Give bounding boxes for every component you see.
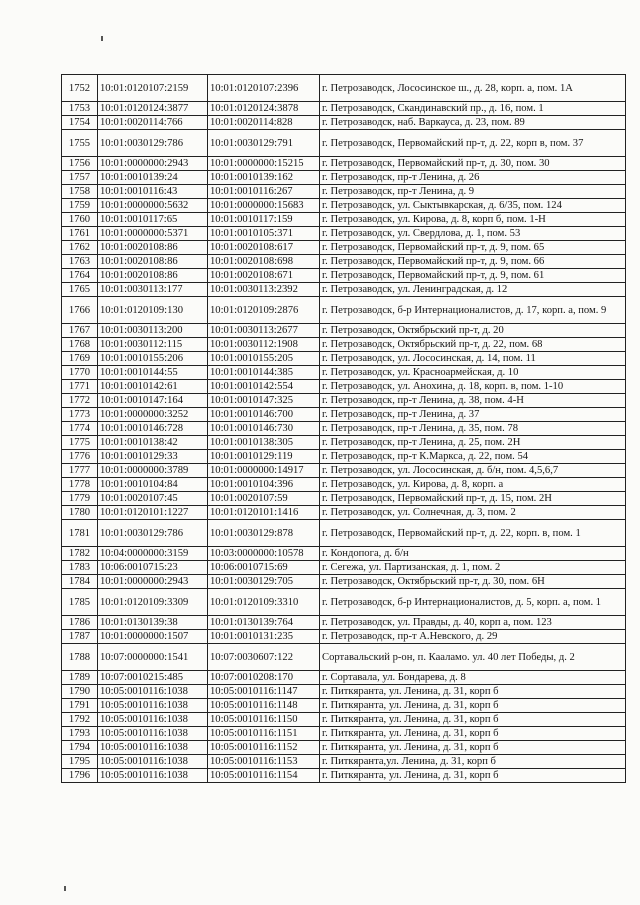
table-row [62, 408, 626, 422]
cadastral-number-cell: 10:04:0000000:3159 [98, 547, 208, 561]
row-number-cell: 1792 [62, 713, 98, 727]
cadastral-number-cell: 10:01:0000000:3252 [98, 408, 208, 422]
object-cadastral-number-cell: 10:01:0010117:159 [208, 213, 320, 227]
object-cadastral-number-cell: 10:01:0120109:2876 [208, 297, 320, 324]
row-number-cell: 1791 [62, 699, 98, 713]
cadastral-number-cell: 10:01:0010139:24 [98, 171, 208, 185]
row-number-cell: 1784 [62, 575, 98, 589]
cadastral-number-cell: 10:01:0030112:115 [98, 338, 208, 352]
row-number-cell: 1754 [62, 116, 98, 130]
cadastral-number-cell: 10:05:0010116:1038 [98, 755, 208, 769]
cadastral-number-cell: 10:06:0010715:23 [98, 561, 208, 575]
address-cell: г. Петрозаводск, Первомайский пр-т, д. 9, пом. 66 [320, 255, 626, 269]
address-cell: г. Петрозаводск, ул. Кирова, д. 8, корп б, пом. 1-Н [320, 213, 626, 227]
address-cell: г. Петрозаводск, ул. Солнечная, д. 3, пом. 2 [320, 506, 626, 520]
row-number-cell: 1793 [62, 727, 98, 741]
object-cadastral-number-cell: 10:01:0010146:700 [208, 408, 320, 422]
row-number-cell: 1757 [62, 171, 98, 185]
cadastral-number-cell: 10:01:0120107:2159 [98, 75, 208, 102]
object-cadastral-number-cell: 10:01:0020108:698 [208, 255, 320, 269]
table-row [62, 520, 626, 547]
object-cadastral-number-cell: 10:01:0010116:267 [208, 185, 320, 199]
table-row [62, 685, 626, 699]
scan-mark-top [101, 36, 103, 41]
table-row [62, 366, 626, 380]
row-number-cell: 1774 [62, 422, 98, 436]
table-row [62, 157, 626, 171]
object-cadastral-number-cell: 10:01:0010105:371 [208, 227, 320, 241]
cadastral-number-cell: 10:01:0020114:766 [98, 116, 208, 130]
table-row [62, 324, 626, 338]
cadastral-number-cell: 10:01:0120109:3309 [98, 589, 208, 616]
cadastral-number-cell: 10:07:0010215:485 [98, 671, 208, 685]
address-cell: г. Петрозаводск, Первомайский пр-т, д. 9, пом. 65 [320, 241, 626, 255]
row-number-cell: 1755 [62, 130, 98, 157]
cadastral-number-cell: 10:05:0010116:1038 [98, 699, 208, 713]
address-cell: г. Кондопога, д. б/н [320, 547, 626, 561]
object-cadastral-number-cell: 10:05:0010116:1152 [208, 741, 320, 755]
table-row [62, 755, 626, 769]
table-row [62, 297, 626, 324]
cadastral-number-cell: 10:01:0030129:786 [98, 130, 208, 157]
row-number-cell: 1765 [62, 283, 98, 297]
object-cadastral-number-cell: 10:01:0120101:1416 [208, 506, 320, 520]
object-cadastral-number-cell: 10:01:0010104:396 [208, 478, 320, 492]
object-cadastral-number-cell: 10:01:0130139:764 [208, 616, 320, 630]
table-row [62, 769, 626, 783]
cadastral-number-cell: 10:01:0120101:1227 [98, 506, 208, 520]
address-cell: г. Петрозаводск, Лососинское ш., д. 28, корп. а, пом. 1А [320, 75, 626, 102]
row-number-cell: 1761 [62, 227, 98, 241]
table-row [62, 241, 626, 255]
row-number-cell: 1785 [62, 589, 98, 616]
table-row [62, 561, 626, 575]
object-cadastral-number-cell: 10:01:0000000:15683 [208, 199, 320, 213]
row-number-cell: 1778 [62, 478, 98, 492]
cadastral-number-cell: 10:07:0000000:1541 [98, 644, 208, 671]
row-number-cell: 1782 [62, 547, 98, 561]
row-number-cell: 1795 [62, 755, 98, 769]
address-cell: г. Петрозаводск, Первомайский пр-т, д. 22, корп. в, пом. 1 [320, 520, 626, 547]
cadastral-number-cell: 10:05:0010116:1038 [98, 741, 208, 755]
table-row [62, 394, 626, 408]
cadastral-number-cell: 10:01:0010104:84 [98, 478, 208, 492]
table-row [62, 644, 626, 671]
address-cell: г. Петрозаводск, пр-т Ленина, д. 25, пом. 2Н [320, 436, 626, 450]
cadastral-number-cell: 10:01:0020108:86 [98, 241, 208, 255]
table-row [62, 269, 626, 283]
address-cell: г. Петрозаводск, ул. Кирова, д. 8, корп. а [320, 478, 626, 492]
row-number-cell: 1780 [62, 506, 98, 520]
object-cadastral-number-cell: 10:01:0000000:14917 [208, 464, 320, 478]
address-cell: г. Петрозаводск, Первомайский пр-т, д. 9, пом. 61 [320, 269, 626, 283]
row-number-cell: 1783 [62, 561, 98, 575]
address-cell: г. Питкяранта, ул. Ленина, д. 31, корп б [320, 769, 626, 783]
address-cell: г. Петрозаводск, ул. Лососинская, д. б/н, пом. 4,5,6,7 [320, 464, 626, 478]
cadastral-number-cell: 10:01:0010142:61 [98, 380, 208, 394]
address-cell: г. Сортавала, ул. Бондарева, д. 8 [320, 671, 626, 685]
row-number-cell: 1787 [62, 630, 98, 644]
table-row [62, 478, 626, 492]
cadastral-number-cell: 10:01:0020108:86 [98, 269, 208, 283]
table-row [62, 616, 626, 630]
object-cadastral-number-cell: 10:01:0010129:119 [208, 450, 320, 464]
address-cell: г. Петрозаводск, пр-т А.Невского, д. 29 [320, 630, 626, 644]
table-row [62, 671, 626, 685]
object-cadastral-number-cell: 10:01:0020108:671 [208, 269, 320, 283]
address-cell: г. Петрозаводск, Октябрьский пр-т, д. 30, пом. 6Н [320, 575, 626, 589]
address-cell: г. Петрозаводск, б-р Интернационалистов, д. 17, корп. а, пом. 9 [320, 297, 626, 324]
address-cell: г. Петрозаводск, пр-т Ленина, д. 35, пом. 78 [320, 422, 626, 436]
object-cadastral-number-cell: 10:05:0010116:1151 [208, 727, 320, 741]
table-row [62, 130, 626, 157]
row-number-cell: 1768 [62, 338, 98, 352]
table-row [62, 589, 626, 616]
address-cell: г. Петрозаводск, ул. Правды, д. 40, корп а, пом. 123 [320, 616, 626, 630]
row-number-cell: 1789 [62, 671, 98, 685]
address-cell: г. Петрозаводск, пр-т Ленина, д. 37 [320, 408, 626, 422]
row-number-cell: 1756 [62, 157, 98, 171]
object-cadastral-number-cell: 10:01:0010131:235 [208, 630, 320, 644]
object-cadastral-number-cell: 10:01:0010138:305 [208, 436, 320, 450]
address-cell: г. Петрозаводск, б-р Интернационалистов, д. 5, корп. а, пом. 1 [320, 589, 626, 616]
table-row [62, 464, 626, 478]
address-cell: г. Петрозаводск, ул. Лососинская, д. 14, пом. 11 [320, 352, 626, 366]
object-cadastral-number-cell: 10:01:0120124:3878 [208, 102, 320, 116]
cadastral-number-cell: 10:01:0010146:728 [98, 422, 208, 436]
object-cadastral-number-cell: 10:01:0000000:15215 [208, 157, 320, 171]
row-number-cell: 1769 [62, 352, 98, 366]
cadastral-number-cell: 10:05:0010116:1038 [98, 713, 208, 727]
cadastral-number-cell: 10:05:0010116:1038 [98, 769, 208, 783]
object-cadastral-number-cell: 10:01:0010147:325 [208, 394, 320, 408]
object-cadastral-number-cell: 10:01:0030113:2392 [208, 283, 320, 297]
table-row [62, 422, 626, 436]
row-number-cell: 1766 [62, 297, 98, 324]
object-cadastral-number-cell: 10:01:0020114:828 [208, 116, 320, 130]
row-number-cell: 1753 [62, 102, 98, 116]
row-number-cell: 1773 [62, 408, 98, 422]
cadastral-number-cell: 10:01:0120124:3877 [98, 102, 208, 116]
table-row [62, 575, 626, 589]
row-number-cell: 1759 [62, 199, 98, 213]
row-number-cell: 1786 [62, 616, 98, 630]
cadastral-number-cell: 10:01:0030113:177 [98, 283, 208, 297]
table-row [62, 213, 626, 227]
table-row [62, 283, 626, 297]
object-cadastral-number-cell: 10:01:0020107:59 [208, 492, 320, 506]
cadastral-number-cell: 10:01:0000000:2943 [98, 157, 208, 171]
cadastral-number-cell: 10:01:0030113:200 [98, 324, 208, 338]
table-row [62, 741, 626, 755]
address-cell: г. Петрозаводск, ул. Свердлова, д. 1, пом. 53 [320, 227, 626, 241]
cadastral-number-cell: 10:01:0000000:5632 [98, 199, 208, 213]
object-cadastral-number-cell: 10:05:0010116:1147 [208, 685, 320, 699]
row-number-cell: 1762 [62, 241, 98, 255]
object-cadastral-number-cell: 10:01:0120109:3310 [208, 589, 320, 616]
cadastral-number-cell: 10:01:0010144:55 [98, 366, 208, 380]
cadastral-number-cell: 10:05:0010116:1038 [98, 727, 208, 741]
table-row [62, 380, 626, 394]
row-number-cell: 1776 [62, 450, 98, 464]
cadastral-number-cell: 10:01:0000000:1507 [98, 630, 208, 644]
table-row [62, 185, 626, 199]
address-cell: г. Петрозаводск, пр-т Ленина, д. 26 [320, 171, 626, 185]
object-cadastral-number-cell: 10:07:0030607:122 [208, 644, 320, 671]
object-cadastral-number-cell: 10:06:0010715:69 [208, 561, 320, 575]
table-row [62, 352, 626, 366]
address-cell: г. Петрозаводск, ул. Анохина, д. 18, корп. в, пом. 1-10 [320, 380, 626, 394]
cadastral-number-cell: 10:01:0010116:43 [98, 185, 208, 199]
row-number-cell: 1794 [62, 741, 98, 755]
address-cell: г. Питкяранта,ул. Ленина, д. 31, корп б [320, 755, 626, 769]
table-row [62, 102, 626, 116]
object-cadastral-number-cell: 10:01:0030113:2677 [208, 324, 320, 338]
table-row [62, 75, 626, 102]
cadastral-number-cell: 10:01:0010138:42 [98, 436, 208, 450]
address-cell: г. Питкяранта, ул. Ленина, д. 31, корп б [320, 685, 626, 699]
row-number-cell: 1788 [62, 644, 98, 671]
scan-mark-bottom [64, 886, 66, 891]
object-cadastral-number-cell: 10:01:0010142:554 [208, 380, 320, 394]
object-cadastral-number-cell: 10:05:0010116:1148 [208, 699, 320, 713]
object-cadastral-number-cell: 10:05:0010116:1153 [208, 755, 320, 769]
cadastral-number-cell: 10:01:0010147:164 [98, 394, 208, 408]
row-number-cell: 1796 [62, 769, 98, 783]
cadastral-number-cell: 10:01:0020107:45 [98, 492, 208, 506]
table-row [62, 227, 626, 241]
cadastral-table [61, 74, 626, 783]
object-cadastral-number-cell: 10:03:0000000:10578 [208, 547, 320, 561]
object-cadastral-number-cell: 10:01:0010155:205 [208, 352, 320, 366]
row-number-cell: 1752 [62, 75, 98, 102]
row-number-cell: 1771 [62, 380, 98, 394]
object-cadastral-number-cell: 10:01:0120107:2396 [208, 75, 320, 102]
row-number-cell: 1758 [62, 185, 98, 199]
table-row [62, 436, 626, 450]
table-row [62, 338, 626, 352]
row-number-cell: 1764 [62, 269, 98, 283]
table-row [62, 547, 626, 561]
row-number-cell: 1763 [62, 255, 98, 269]
address-cell: г. Петрозаводск, ул. Ленинградская, д. 12 [320, 283, 626, 297]
table-row [62, 630, 626, 644]
object-cadastral-number-cell: 10:05:0010116:1154 [208, 769, 320, 783]
cadastral-number-cell: 10:01:0000000:5371 [98, 227, 208, 241]
object-cadastral-number-cell: 10:05:0010116:1150 [208, 713, 320, 727]
cadastral-number-cell: 10:01:0010155:206 [98, 352, 208, 366]
table-row [62, 450, 626, 464]
row-number-cell: 1779 [62, 492, 98, 506]
address-cell: г. Петрозаводск, пр-т К.Маркса, д. 22, пом. 54 [320, 450, 626, 464]
address-cell: г. Петрозаводск, Первомайский пр-т, д. 30, пом. 30 [320, 157, 626, 171]
address-cell: г. Петрозаводск, ул. Сыктывкарская, д. 6/35, пом. 124 [320, 199, 626, 213]
cadastral-number-cell: 10:01:0000000:3789 [98, 464, 208, 478]
address-cell: г. Питкяранта, ул. Ленина, д. 31, корп б [320, 713, 626, 727]
cadastral-number-cell: 10:01:0120109:130 [98, 297, 208, 324]
cadastral-number-cell: 10:01:0020108:86 [98, 255, 208, 269]
address-cell: г. Питкяранта, ул. Ленина, д. 31, корп б [320, 699, 626, 713]
row-number-cell: 1772 [62, 394, 98, 408]
row-number-cell: 1775 [62, 436, 98, 450]
table-row [62, 116, 626, 130]
address-cell: г. Петрозаводск, Первомайский пр-т, д. 15, пом. 2Н [320, 492, 626, 506]
table-row [62, 713, 626, 727]
row-number-cell: 1767 [62, 324, 98, 338]
object-cadastral-number-cell: 10:01:0030129:791 [208, 130, 320, 157]
table-body [62, 75, 626, 783]
object-cadastral-number-cell: 10:01:0030129:878 [208, 520, 320, 547]
row-number-cell: 1770 [62, 366, 98, 380]
table-row [62, 727, 626, 741]
cadastral-number-cell: 10:01:0030129:786 [98, 520, 208, 547]
address-cell: г. Петрозаводск, пр-т Ленина, д. 9 [320, 185, 626, 199]
address-cell: г. Петрозаводск, наб. Варкауса, д. 23, пом. 89 [320, 116, 626, 130]
address-cell: г. Питкяранта, ул. Ленина, д. 31, корп б [320, 741, 626, 755]
address-cell: г. Питкяранта, ул. Ленина, д. 31, корп б [320, 727, 626, 741]
table-row [62, 492, 626, 506]
cadastral-number-cell: 10:05:0010116:1038 [98, 685, 208, 699]
table-row [62, 255, 626, 269]
object-cadastral-number-cell: 10:01:0010144:385 [208, 366, 320, 380]
table-row [62, 171, 626, 185]
row-number-cell: 1777 [62, 464, 98, 478]
object-cadastral-number-cell: 10:01:0020108:617 [208, 241, 320, 255]
object-cadastral-number-cell: 10:01:0010146:730 [208, 422, 320, 436]
object-cadastral-number-cell: 10:01:0030112:1908 [208, 338, 320, 352]
address-cell: г. Сегежа, ул. Партизанская, д. 1, пом. 2 [320, 561, 626, 575]
cadastral-number-cell: 10:01:0010129:33 [98, 450, 208, 464]
address-cell: г. Петрозаводск, Октябрьский пр-т, д. 22, пом. 68 [320, 338, 626, 352]
table-row [62, 199, 626, 213]
address-cell: Сортавальский р-он, п. Кааламо. ул. 40 лет Победы, д. 2 [320, 644, 626, 671]
table-row [62, 699, 626, 713]
object-cadastral-number-cell: 10:01:0010139:162 [208, 171, 320, 185]
object-cadastral-number-cell: 10:07:0010208:170 [208, 671, 320, 685]
address-cell: г. Петрозаводск, ул. Красноармейская, д. 10 [320, 366, 626, 380]
object-cadastral-number-cell: 10:01:0030129:705 [208, 575, 320, 589]
address-cell: г. Петрозаводск, Октябрьский пр-т, д. 20 [320, 324, 626, 338]
address-cell: г. Петрозаводск, Скандинавский пр., д. 16, пом. 1 [320, 102, 626, 116]
address-cell: г. Петрозаводск, Первомайский пр-т, д. 22, корп в, пом. 37 [320, 130, 626, 157]
table-row [62, 506, 626, 520]
cadastral-number-cell: 10:01:0000000:2943 [98, 575, 208, 589]
cadastral-number-cell: 10:01:0130139:38 [98, 616, 208, 630]
cadastral-number-cell: 10:01:0010117:65 [98, 213, 208, 227]
row-number-cell: 1781 [62, 520, 98, 547]
row-number-cell: 1760 [62, 213, 98, 227]
address-cell: г. Петрозаводск, пр-т Ленина, д. 38, пом. 4-Н [320, 394, 626, 408]
row-number-cell: 1790 [62, 685, 98, 699]
